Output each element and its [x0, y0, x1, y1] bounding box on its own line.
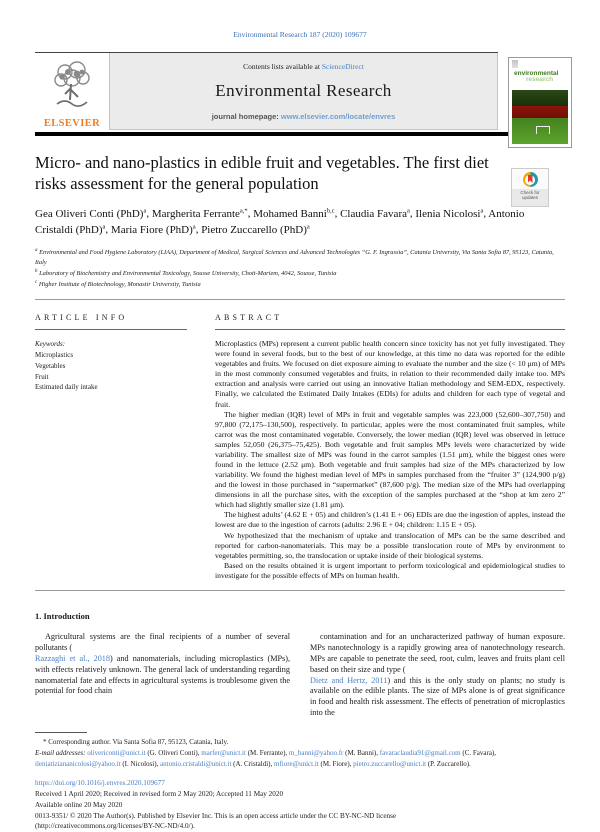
body-text: ) and this is the only study on plants; no study is available on the edible plants. The size of MPs alone is of great significance in food and health risk assessment. The effects of penetration of microplastics into the	[310, 675, 565, 718]
heading-rule	[35, 329, 187, 330]
elsevier-logo	[35, 53, 109, 130]
footnote-rule	[35, 732, 87, 733]
body-text: Agricultural systems are the final recipients of a number of several pollutants (	[35, 631, 290, 652]
homepage-prefix: journal homepage:	[211, 112, 281, 121]
journal-cover-thumbnail[interactable]	[508, 57, 572, 148]
email-list: olivericonti@unict.it (G. Oliveri Conti), marfer@unict.it (M. Ferrante), m_banni@yahoo.fr (M. Banni), favaraclaudia91@gmail.com (C. Favara), ileniatiziananicolosi@yahoo.it (I. Nicolosi), antonio.cristaldi@unict.it (A. Cristaldi), mfiore@unict.it (M. Fiore), pietro.zuccarello@unict.it (P. Zuccarello).	[35, 749, 497, 768]
email-link[interactable]: m_banni@yahoo.fr	[288, 749, 344, 758]
keywords-list	[35, 350, 187, 393]
email-link[interactable]: favaraclaudia91@gmail.com	[379, 749, 461, 758]
keywords-label: Keywords:	[35, 340, 66, 349]
journal-citation-link[interactable]: Environmental Research 187 (2020) 109677	[233, 30, 367, 39]
author-name: Gea Oliveri Conti (PhD)$^a$	[35, 206, 147, 220]
bookmark-icon	[528, 175, 533, 183]
article-title: Micro- and nano-plastics in edible fruit and vegetables. The first diet risks assessment for the general population	[35, 153, 489, 193]
cover-goal-icon	[536, 126, 550, 134]
author-name: Mohamed Banni$^{b,c}$	[253, 206, 335, 220]
abstract-paragraph: We hypothesized that the mechanism of uptake and translocation of MPs can be the same described and reported for carbon-nanomaterials. This may be a possible translocation route of MPs by environment to vegetables permitting, so, the translocation or uptake inside of their biological systems.	[215, 530, 565, 560]
intro-left-column	[35, 632, 290, 719]
body-text: ) and nanomaterials, including microplastics (MPs), with effects relatively unknown. The general lack of understanding regarding nanomaterial fate and effects in agricultural systems is troublesome given the potential for food chain	[35, 653, 290, 696]
body-text: contamination and for an uncharacterized pathway of human exposure. MPs nanotechnology is a rapidly growing area of nanotechnology research. MPs are capable to penetrate the seed, root, culm, leaves and fruits plant cell based on their size and type (	[310, 631, 565, 674]
contents-prefix: Contents lists available at	[243, 62, 322, 71]
cover-red-band	[512, 106, 568, 118]
section-divider	[35, 299, 565, 300]
author-name: Pietro Zuccarello (PhD)$^a$	[201, 222, 310, 236]
journal-banner	[109, 53, 498, 130]
elsevier-wordmark: ELSEVIER	[43, 118, 101, 129]
journal-header	[35, 52, 498, 130]
author-list: Gea Oliveri Conti (PhD)$^a$, Margherita Ferrante$^{a,*}$, Mohamed Banni$^{b,c}$, Claudia Favara$^a$, Ilenia Nicolosi$^a$, Antonio Cristaldi (PhD)$^a$, Maria Fiore (PhD)$^a$, Pietro Zuccarello (PhD)$^a$	[35, 206, 525, 236]
cover-title-line1: environmental	[514, 70, 559, 77]
author-name: Claudia Favara$^a$	[340, 206, 410, 220]
keyword-item: Fruit	[35, 372, 49, 381]
keyword-item: Microplastics	[35, 350, 74, 359]
cover-artwork	[512, 90, 568, 144]
journal-title: Environmental Research	[215, 81, 392, 100]
email-link[interactable]: ileniatiziananicolosi@yahoo.it	[35, 759, 121, 768]
author-name: Ilenia Nicolosi$^a$	[415, 206, 484, 220]
info-abstract-section	[35, 313, 565, 581]
corresponding-author-note: * Corresponding author. Via Santa Sofia 87, 95123, Catania, Italy.	[43, 738, 229, 747]
introduction-section	[35, 611, 565, 719]
check-badge-label: Check for updates	[512, 189, 548, 206]
abstract-paragraphs	[215, 339, 565, 581]
affiliation-line: $^a$ Environmental and Food Hygiene Laboratory (LIAA), Department of Medical, Surgical Sciences and Advanced Technologies “G. F. Ingrassia”, Catania University, Via Santa Sofia 87, 95123, Catania, Italy	[35, 248, 554, 267]
contents-line	[110, 62, 497, 71]
elsevier-tree-icon	[49, 60, 95, 117]
citation-link[interactable]: Razzaghi et al., 2018	[35, 653, 110, 663]
author-name: Antonio Cristaldi (PhD)$^a$	[35, 207, 525, 236]
email-addresses-line	[35, 748, 565, 769]
intro-right-column	[310, 632, 565, 719]
abstract-paragraph: The highest adults’ (4.62 E + 05) and children’s (1.41 E + 06) EDIs are due the ingestion of apples, instead the lowest are due to the ingestion of carrots (adults: 2.96 E + 04; children: 1.15 E + 05).	[215, 510, 565, 530]
section-divider	[35, 590, 565, 591]
license-url: (http://creativecommons.org/licenses/BY-NC-ND/4.0/).	[35, 822, 195, 831]
homepage-url-link[interactable]: www.elsevier.com/locate/envres	[280, 112, 396, 121]
keyword-item: Vegetables	[35, 361, 66, 370]
header-divider-bar	[35, 132, 565, 136]
cover-field	[512, 118, 568, 144]
article-info-column	[35, 313, 187, 581]
email-link[interactable]: antonio.cristaldi@unict.it	[160, 759, 232, 768]
check-for-updates-badge[interactable]	[511, 168, 549, 207]
abstract-paragraph: Microplastics (MPs) represent a current public health concern since toxicity has not yet fully investigated. They were found in several foods, but to the best of our knowledge, at this time no data was reported for the edible vegetables and fruits. We focused on diet exposure aiming to evaluate the number and the size (< 10 μm) of MPs in the most commonly consumed vegetables and fruits, in relation to their recommended daily intake too. MPs extraction and analysis were carried out using an innovative Italian methodology and SEM-EDX, respectively. Finally, we calculated the Estimated Daily Intakes (EDIs) for adults and children for each type of vegetal and fruit.	[215, 339, 565, 409]
cover-title-line2: research	[526, 75, 554, 83]
keyword-item: Estimated daily intake	[35, 383, 98, 392]
email-link[interactable]: mfiore@unict.it	[274, 759, 319, 768]
affiliation-line: $^c$ Higher Institute of Biotechnology, Monastir University, Tunisia	[35, 280, 201, 289]
email-link[interactable]: marfer@unict.it	[201, 749, 246, 758]
crossmark-icon	[523, 172, 538, 187]
heading-rule	[215, 329, 565, 330]
cover-mini-logo-icon	[512, 60, 518, 68]
abstract-paragraph: The higher median (IQR) level of MPs in fruit and vegetable samples was 223,000 (52,600–307,750) and 97,800 (72,175–130,500), respectively. In particular, apples were the most contaminated fruit samples, while carrot was the most contaminated vegetable. Conversely, the lower median (IQR) level was observed in lettuce samples 52,050 (26,375–75,425). Both vegetable and fruit samples MPs levels were characterized by wide variability. The smallest size of MPs was found in the carrot samples (1.51 μm), while the biggest ones were found in the lettuce (2.52 μm). Both vegetable and fruit samples had size of the MPs characterized by low variability. We found the highest median level of MPs in samples purchased from the “fruiter 3” (124,900 p/g) and the lowest in those purchased in “supermarket” (87,600 p/g). The median size of the MPs had overlapping dimensions in all the purchase sites, with the exception of the samples purchased at the “shop at km zero 2” which had slightly smaller size (1.81 μm).	[215, 409, 565, 510]
email-label: E-mail addresses:	[35, 749, 86, 758]
article-footer	[35, 778, 565, 832]
abstract-column	[215, 313, 565, 581]
affiliation-line: $^b$ Laboratory of Biochemistry and Environmental Toxicology, Sousse University, Chott-Mariem, 4042, Sousse, Tunisia	[35, 268, 337, 278]
issn-copyright-line: 0013-9351/ © 2020 The Author(s). Published by Elsevier Inc. This is an open access article under the CC BY-NC-ND license	[35, 811, 397, 820]
cover-skyline	[512, 90, 568, 106]
footnote-block	[35, 732, 565, 769]
email-link[interactable]: olivericonti@unict.it	[87, 749, 146, 758]
abstract-paragraph: Based on the results obtained it is urgent important to perform toxicological and epidemiological studies to investigate for the possible effects of MPs on human health.	[215, 560, 565, 580]
abstract-heading: ABSTRACT	[215, 313, 283, 323]
doi-link[interactable]: https://doi.org/10.1016/j.envres.2020.109677	[35, 779, 165, 788]
introduction-heading: 1. Introduction	[35, 610, 90, 621]
author-name: Margherita Ferrante$^{a,*}$	[151, 206, 248, 220]
available-online: Available online 20 May 2020	[35, 800, 123, 809]
article-info-heading: ARTICLE INFO	[35, 313, 128, 323]
sciencedirect-link[interactable]: ScienceDirect	[321, 62, 364, 71]
affiliation-list	[35, 247, 557, 290]
author-name: Maria Fiore (PhD)$^a$	[110, 222, 196, 236]
email-link[interactable]: pietro.zuccarello@unict.it	[353, 759, 427, 768]
received-dates: Received 1 April 2020; Received in revised form 2 May 2020; Accepted 11 May 2020	[35, 789, 284, 798]
homepage-line	[110, 112, 497, 121]
citation-link[interactable]: Dietz and Hertz, 2011	[310, 675, 388, 685]
